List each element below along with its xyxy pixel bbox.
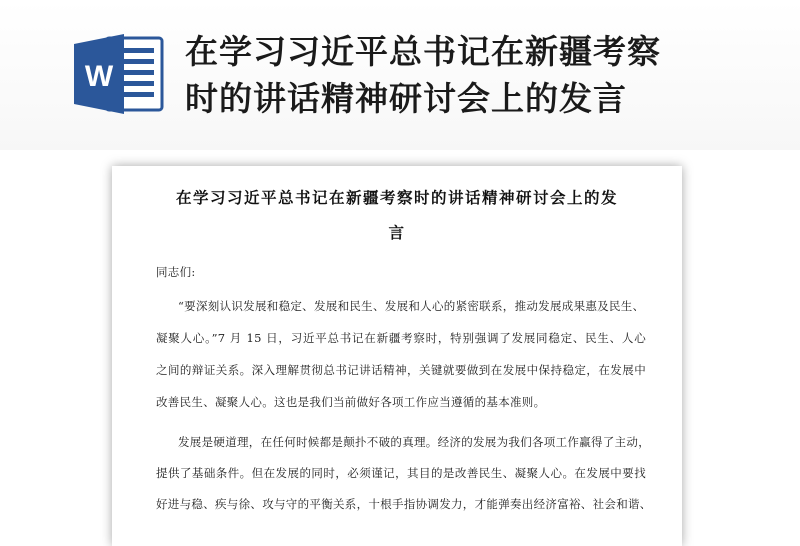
paragraph-2-line-3: 好进与稳、疾与徐、攻与守的平衡关系，十根手指协调发力，才能弹奏出经济富裕、社会和谐、 [156,497,652,511]
paragraph-1-line-4: 改善民生、凝聚人心。这也是我们当前做好各项工作应当遵循的基本准则。 [156,395,546,409]
page-title [185,28,785,122]
word-icon-letter: W [84,60,114,93]
salutation: 同志们: [156,265,196,279]
paragraph-1-line-3: 之间的辩证关系。深入理解贯彻总书记讲话精神，关键就要做到在发展中保持稳定，在发展中 [156,363,646,377]
paragraph-1-line-1: “要深刻认识发展和稳定、发展和民生、发展和人心的紧密联系，推动发展成果惠及民生、 [178,299,645,313]
paragraph-2-line-1: 发展是硬道理，在任何时候都是颠扑不破的真理。经济的发展为我们各项工作赢得了主动， [178,435,650,449]
page-title-line-2: 时的讲话精神研讨会上的发言 [185,79,627,118]
word-icon [72,32,164,116]
document-title-line-2: 言 [388,223,406,242]
document-page [112,166,682,546]
page-title-line-1: 在学习习近平总书记在新疆考察 [185,32,661,71]
paragraph-2-line-2: 提供了基础条件。但在发展的同时，必须谨记，其目的是改善民生、凝聚人心。在发展中要找 [156,466,646,480]
document-title-line-1: 在学习习近平总书记在新疆考察时的讲话精神研讨会上的发 [175,188,618,207]
paragraph-1-line-2: 凝聚人心。”7 月 15 日，习近平总书记在新疆考察时，特别强调了发展同稳定、民生、人心 [156,331,646,345]
header-banner [0,0,800,150]
